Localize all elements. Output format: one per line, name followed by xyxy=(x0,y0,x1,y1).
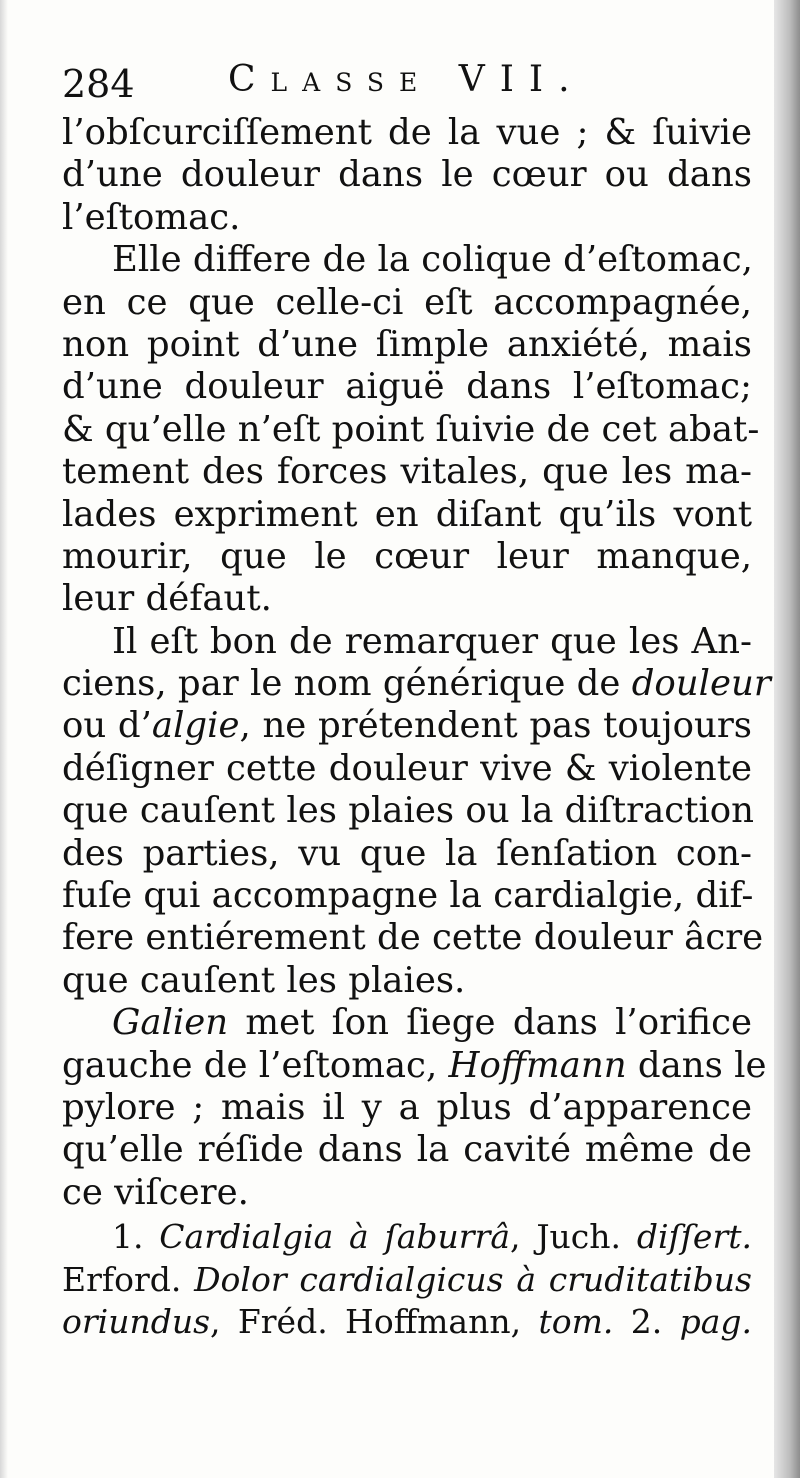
body-text-line: Galien met ſon ſiege dans l’orifice xyxy=(112,1002,752,1044)
body-text-line: d’une douleur aiguë dans l’eſtomac; xyxy=(62,366,752,408)
body-text-line: d’une douleur dans le cœur ou dans xyxy=(62,154,752,196)
body-text-line: des parties, vu que la ſenſation con- xyxy=(62,832,752,874)
body-text-line: tement des forces vitales, que les ma- xyxy=(62,451,752,493)
body-text-line: en ce que celle-ci eſt accompagnée, xyxy=(62,281,752,323)
footnote-line: 1. Cardialgia à ſaburrâ, Juch. diſſert. xyxy=(112,1217,752,1257)
page-header xyxy=(62,48,752,112)
body-text-line: l’eſtomac. xyxy=(62,196,241,238)
body-text-line: ciens, par le nom générique de douleur xyxy=(62,663,771,705)
body-text-line: ce viſcere. xyxy=(62,1171,249,1213)
body-text-line: leur défaut. xyxy=(62,578,272,620)
body-text-line: Elle differe de la colique d’eſtomac, xyxy=(112,239,753,281)
body-text-line: non point d’une ſimple anxiété, mais xyxy=(62,323,752,365)
body-text-line: déſigner cette douleur vive & violente xyxy=(62,747,752,789)
body-text-line: que cauſent les plaies ou la diſtraction xyxy=(62,790,755,832)
body-text-line: que cauſent les plaies. xyxy=(62,959,466,1001)
body-text-line: Il eſt bon de remarquer que les An- xyxy=(112,620,752,662)
body-text xyxy=(62,112,771,1214)
body-text-line: fere entiérement de cette douleur âcre xyxy=(62,917,764,959)
page-number: 284 xyxy=(62,62,135,106)
body-text-line: fuſe qui accompagne la cardialgie, dif- xyxy=(62,875,754,917)
page-gutter-shadow xyxy=(774,0,800,1478)
body-text-line: gauche de l’eſtomac, Hoffmann dans le xyxy=(62,1044,767,1086)
body-text-line: pylore ; mais il y a plus d’apparence xyxy=(62,1086,752,1128)
text-block xyxy=(62,48,771,1343)
running-head xyxy=(228,48,585,112)
body-text-line: lades expriment en diſant qu’ils vont xyxy=(62,493,752,535)
body-text-line: ou d’algie, ne prétendent pas toujours xyxy=(62,705,753,747)
footnote xyxy=(62,1216,752,1343)
body-text-line: l’obſcurciſſement de la vue ; & ſuivie xyxy=(62,112,752,153)
page-edge-shadow-left xyxy=(0,0,8,1478)
running-head-text: Classe VII. xyxy=(228,59,585,100)
footnote-line: Erford. Dolor cardialgicus à cruditatibus xyxy=(62,1259,752,1299)
body-text-line: & qu’elle n’eſt point ſuivie de cet abat- xyxy=(62,408,760,450)
body-text-line: mourir, que le cœur leur manque, xyxy=(62,535,752,577)
footnote-line: oriundus, Fréd. Hoffmann, tom. 2. pag. xyxy=(62,1301,753,1341)
body-text-line: qu’elle réſide dans la cavité même de xyxy=(62,1129,752,1171)
